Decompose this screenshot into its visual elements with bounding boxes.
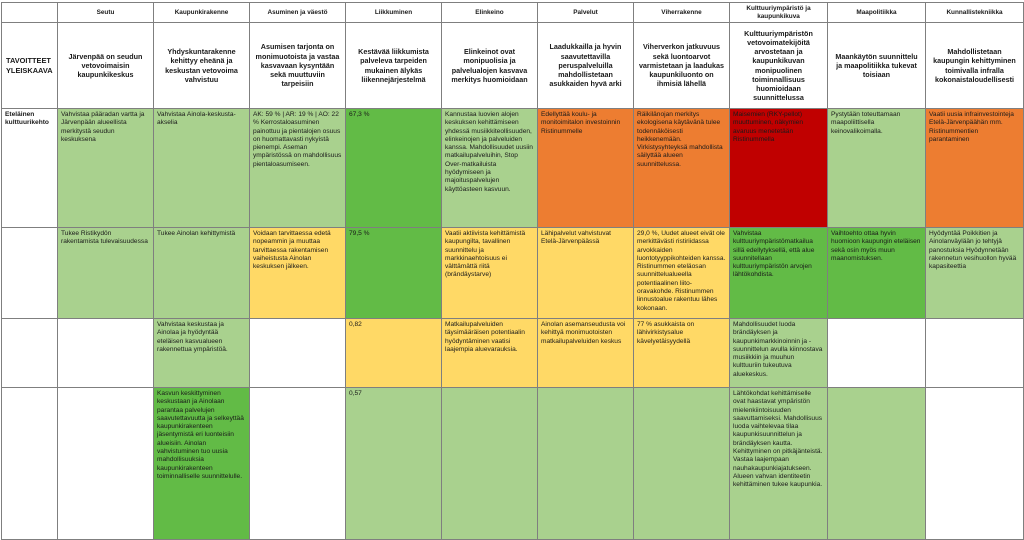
corner-cell <box>2 3 58 23</box>
evaluation-cell: Mahdollisuudet luoda brändäyksen ja kaupunkimarkkinoinnin ja -suunnittelun avulla kiinnostava musiikkiin ja muuhun kulttuuriin tukeutuva aluekeskus. <box>730 319 828 388</box>
evaluation-cell: Pystytään toteuttamaan maapoliittisella keinovalikoimalla. <box>828 109 926 228</box>
evaluation-row <box>2 388 1024 540</box>
column-header-maapolitiikka: Maapolitiikka <box>828 3 926 23</box>
goal-cell: Järvenpää on seudun vetovoimaisin kaupunkikeskus <box>58 23 154 109</box>
evaluation-row <box>2 228 1024 319</box>
goal-cell: Elinkeinot ovat monipuolisia ja palvelualojen kasvava merkitys huomioidaan <box>442 23 538 109</box>
evaluation-cell: Ainolan asemanseudusta voi kehittyä monimuotoisten matkailupalveluiden keskus <box>538 319 634 388</box>
evaluation-cell: Hyödyntää Poikkitien ja Ainolanväylään jo tehtyjä panostuksia Hyödynnetään rakennetun vesihuollon hyvää kapasiteettia <box>926 228 1024 319</box>
evaluation-cell: AK: 59 % | AR: 19 % | AO: 22 % Kerrostaloasuminen painottuu ja pientalojen osuus on huomattavasti nykyistä pienempi. Aseman ympäristössä on mahdollisuus pientaloasumiseen. <box>250 109 346 228</box>
evaluation-cell: Kannustaa luovien alojen keskuksen kehittämiseen yhdessä musiikkiteollisuuden, elinkeinojen ja palveluiden kanssa. Mahdollisuudet uusiin matkailupalveluihin, Stop Over-matkailuista hyödymiseen ja majoituspalvelujen käyttöasteen kasvuun. <box>442 109 538 228</box>
evaluation-cell: 0,57 <box>346 388 442 540</box>
evaluation-cell: Edellyttää koulu- ja monitoimitalon investoinnin Ristinummelle <box>538 109 634 228</box>
evaluation-cell: Tukee Ainolan kehittymistä <box>154 228 250 319</box>
evaluation-cell <box>926 388 1024 540</box>
evaluation-cell: Voidaan tarvittaessa edetä nopeammin ja muuttaa tarvittaessa rakentamisen vaiheistusta Ainolan keskuksen jälkeen. <box>250 228 346 319</box>
row-label: Eteläinen kulttuurikehto <box>2 109 58 228</box>
row-label <box>2 228 58 319</box>
evaluation-cell <box>250 319 346 388</box>
goal-cell: Yhdyskuntarakenne kehittyy eheänä ja keskustan vetovoima vahvistuu <box>154 23 250 109</box>
evaluation-cell: 29,0 %, Uudet alueet eivät ole merkittävästi ristiriidassa arvokkaiden luontotyyppikohteiden kanssa. Ristinummen eteläosan suunnittelualueella potentiaalinen liito-oravakohde. Ristinummen linnustoalue rakentuu lähes kokonaan. <box>634 228 730 319</box>
column-header-kulttuuriymparisto: Kulttuuriympäristö ja kaupunkikuva <box>730 3 828 23</box>
evaluation-cell: Matkailupalveluiden täysimääräisen potentiaalin hyödyntäminen vaatisi laajempia aluevarauksia. <box>442 319 538 388</box>
goal-cell: Mahdollistetaan kaupungin kehittyminen toimivalla infralla kokonaistaloudellisesti <box>926 23 1024 109</box>
evaluation-matrix <box>1 2 1024 540</box>
goal-cell: Viherverkon jatkuvuus sekä luontoarvot varmistetaan ja laadukas kaupunkiluonto on ihmisiä lähellä <box>634 23 730 109</box>
goal-cell: Laadukkailla ja hyvin saavutettavilla peruspalveluilla mahdollistetaan asukkaiden hyvä arki <box>538 23 634 109</box>
row-label <box>2 319 58 388</box>
evaluation-row <box>2 109 1024 228</box>
evaluation-cell <box>828 319 926 388</box>
evaluation-cell <box>58 388 154 540</box>
goal-cell: Kulttuuriympäristön vetovoimatekijöitä arvostetaan ja kaupunkikuvan monipuolinen toiminnallisuus huomioidaan suunnittelussa <box>730 23 828 109</box>
evaluation-cell: Maisemien (RKY-pellot) muuttuminen, näkymien avaruus menetetään Ristinummella <box>730 109 828 228</box>
column-header-seutu: Seutu <box>58 3 154 23</box>
column-header-asuminen: Asuminen ja väestö <box>250 3 346 23</box>
evaluation-cell: Vaatii aktiivista kehittämistä kaupungilta, tavallinen suunnittelu ja markkinaehtoisuus ei välttämättä riitä (brändäystarve) <box>442 228 538 319</box>
goal-cell: Maankäytön suunnittelu ja maapolitiikka tukevat toisiaan <box>828 23 926 109</box>
row-label <box>2 388 58 540</box>
evaluation-cell: Lähtökohdat kehittämiselle ovat haastavat ympäristön mielenkiintoisuuden saavuttamiseksi. Mahdollisuus luoda vaihtelevaa tilaa kaupunkisuunnittelun ja brändäyksen kautta. Kehittyminen on pitkäjänteistä. Vastaa laajempaan nauhakaupunkiajatukseen. Alueen vahvan identiteetin kehittäminen tukee kaupunkia. <box>730 388 828 540</box>
evaluation-cell: 67,3 % <box>346 109 442 228</box>
evaluation-cell: 0,82 <box>346 319 442 388</box>
goals-row-label: TAVOITTEET YLEISKAAVA <box>2 23 58 109</box>
evaluation-cell: Vahvistaa keskustaa ja Ainolaa ja hyödyntää eteläisen kasvualueen rakennettua ympäristöä. <box>154 319 250 388</box>
evaluation-cell <box>828 388 926 540</box>
column-header-viherrakenne: Viherrakenne <box>634 3 730 23</box>
goals-row <box>2 23 1024 109</box>
evaluation-cell: Lähipalvelut vahvistuvat Etelä-Järvenpäässä <box>538 228 634 319</box>
evaluation-cell <box>58 319 154 388</box>
evaluation-cell: Kasvun keskittyminen keskustaan ja Ainolaan parantaa palvelujen saavutettavuutta ja selkeyttää kaupunkirakenteen jäsentymistä eri luonteisiin alueisiin. Ainolan vahvistuminen tuo uusia mahdollisuuksia kaupunkirakenteen toiminnalliselle suunnittelulle. <box>154 388 250 540</box>
header-row <box>2 3 1024 23</box>
goal-cell: Kestävää liikkumista palveleva tarpeiden mukainen älykäs liikennejärjestelmä <box>346 23 442 109</box>
column-header-liikkuminen: Liikkuminen <box>346 3 442 23</box>
evaluation-cell: Vaihtoehto ottaa hyvin huomioon kaupungin eteläisen sekä osin myös muun maanomistuksen. <box>828 228 926 319</box>
evaluation-cell: 79,5 % <box>346 228 442 319</box>
column-header-elinkeino: Elinkeino <box>442 3 538 23</box>
evaluation-cell: 77 % asukkaista on lähivirkistysalue kävelyetäisyydellä <box>634 319 730 388</box>
column-header-kaupunkirakenne: Kaupunkirakenne <box>154 3 250 23</box>
evaluation-cell <box>926 319 1024 388</box>
evaluation-cell <box>634 388 730 540</box>
evaluation-cell: Tukee Ristikydön rakentamista tulevaisuudessa <box>58 228 154 319</box>
evaluation-cell <box>442 388 538 540</box>
evaluation-cell <box>250 388 346 540</box>
evaluation-row <box>2 319 1024 388</box>
evaluation-cell: Vaatii uusia infrainvestointeja Etelä-Järvenpäähän mm. Ristinummentien parantaminen <box>926 109 1024 228</box>
column-header-palvelut: Palvelut <box>538 3 634 23</box>
evaluation-cell: Räikilänojan merkitys ekologisena käytävänä tulee todennäköisesti heikkenemään. Virkistysyhteyksä mahdollista säilyttää alueen suunnittelussa. <box>634 109 730 228</box>
evaluation-cell: Vahvistaa kulttuuriympäristömatkailua sillä edellytyksellä, että alue suunnitellaan kulttuuriympäristön arvojen lähtökohdista. <box>730 228 828 319</box>
evaluation-cell: Vahvistaa pääradan vartta ja Järvenpään alueellista merkitystä seudun keskuksena <box>58 109 154 228</box>
column-header-kunnallistekniikka: Kunnallistekniikka <box>926 3 1024 23</box>
evaluation-cell: Vahvistaa Ainola-keskusta-akselia <box>154 109 250 228</box>
evaluation-cell <box>538 388 634 540</box>
goal-cell: Asumisen tarjonta on monimuotoista ja vastaa kasvavaan kysyntään sekä muuttuviin tarpeisiin <box>250 23 346 109</box>
